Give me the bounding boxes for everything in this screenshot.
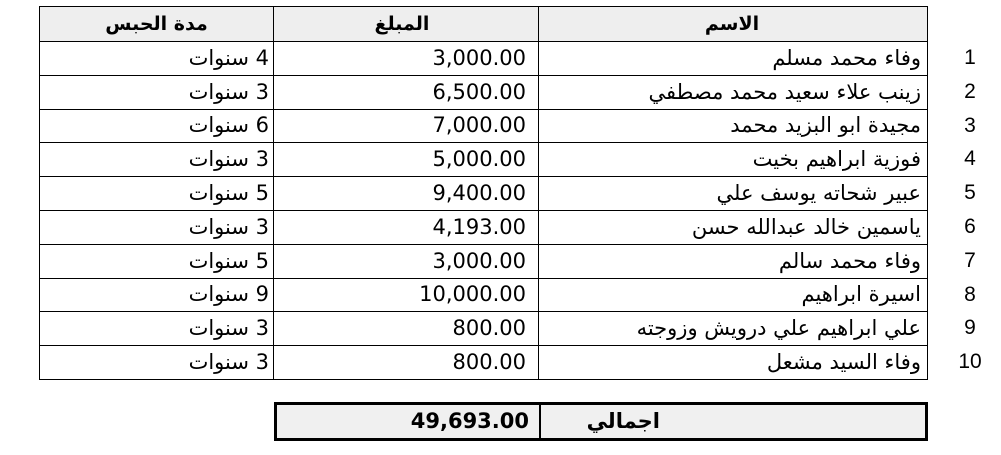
cell-duration[interactable]: 6 سنوات — [40, 109, 274, 143]
cell-name[interactable]: علي ابراهيم علي درويش وزوجته — [539, 312, 928, 346]
cell-duration[interactable]: 9 سنوات — [40, 278, 274, 312]
row-number: 6 — [964, 214, 976, 238]
row-number-column — [940, 41, 1000, 379]
cell-amount[interactable]: 3,000.00 — [274, 42, 539, 76]
cell-amount[interactable]: 5,000.00 — [274, 143, 539, 177]
data-table — [39, 6, 928, 380]
table-row — [40, 210, 928, 244]
table-row — [40, 109, 928, 143]
row-number: 4 — [964, 147, 976, 171]
cell-name[interactable]: اسيرة ابراهيم — [539, 278, 928, 312]
row-number: 3 — [964, 113, 976, 137]
cell-duration[interactable]: 4 سنوات — [40, 42, 274, 76]
cell-name[interactable]: وفاء السيد مشعل — [539, 346, 928, 380]
cell-duration[interactable]: 5 سنوات — [40, 177, 274, 211]
cell-name[interactable]: وفاء محمد سالم — [539, 244, 928, 278]
header-duration[interactable]: مدة الحبس — [40, 7, 274, 42]
cell-name[interactable]: فوزية ابراهيم بخيت — [539, 143, 928, 177]
header-name[interactable]: الاسم — [539, 7, 928, 42]
cell-duration[interactable]: 3 سنوات — [40, 346, 274, 380]
row-number: 8 — [964, 282, 976, 306]
cell-amount[interactable]: 7,000.00 — [274, 109, 539, 143]
table-row — [40, 346, 928, 380]
cell-duration[interactable]: 3 سنوات — [40, 143, 274, 177]
cell-name[interactable]: وفاء محمد مسلم — [539, 42, 928, 76]
cell-name[interactable]: مجيدة ابو البزيد محمد — [539, 109, 928, 143]
table-row — [40, 75, 928, 109]
cell-amount[interactable]: 9,400.00 — [274, 177, 539, 211]
cell-amount[interactable]: 3,000.00 — [274, 244, 539, 278]
row-number: 10 — [958, 350, 982, 374]
cell-duration[interactable]: 3 سنوات — [40, 210, 274, 244]
table-row — [40, 312, 928, 346]
cell-amount[interactable]: 4,193.00 — [274, 210, 539, 244]
cell-name[interactable]: زينب علاء سعيد محمد مصطفي — [539, 75, 928, 109]
total-amount[interactable]: 49,693.00 — [277, 405, 541, 438]
row-number: 7 — [964, 248, 976, 272]
table-row — [40, 177, 928, 211]
row-number: 5 — [964, 181, 976, 205]
row-number: 9 — [964, 316, 976, 340]
row-number: 2 — [964, 79, 976, 103]
cell-duration[interactable]: 3 سنوات — [40, 75, 274, 109]
cell-amount[interactable]: 6,500.00 — [274, 75, 539, 109]
cell-duration[interactable]: 5 سنوات — [40, 244, 274, 278]
cell-amount[interactable]: 800.00 — [274, 346, 539, 380]
cell-amount[interactable]: 800.00 — [274, 312, 539, 346]
cell-name[interactable]: ياسمين خالد عبدالله حسن — [539, 210, 928, 244]
table-header-row — [40, 7, 928, 42]
total-label[interactable]: اجمالي — [586, 409, 660, 433]
cell-duration[interactable]: 3 سنوات — [40, 312, 274, 346]
table-row — [40, 244, 928, 278]
row-number: 1 — [964, 46, 976, 69]
table-row — [40, 143, 928, 177]
table-row — [40, 42, 928, 76]
cell-amount[interactable]: 10,000.00 — [274, 278, 539, 312]
header-amount[interactable]: المبلغ — [274, 7, 539, 42]
cell-name[interactable]: عبير شحاته يوسف علي — [539, 177, 928, 211]
table-row — [40, 278, 928, 312]
total-row — [274, 402, 928, 441]
